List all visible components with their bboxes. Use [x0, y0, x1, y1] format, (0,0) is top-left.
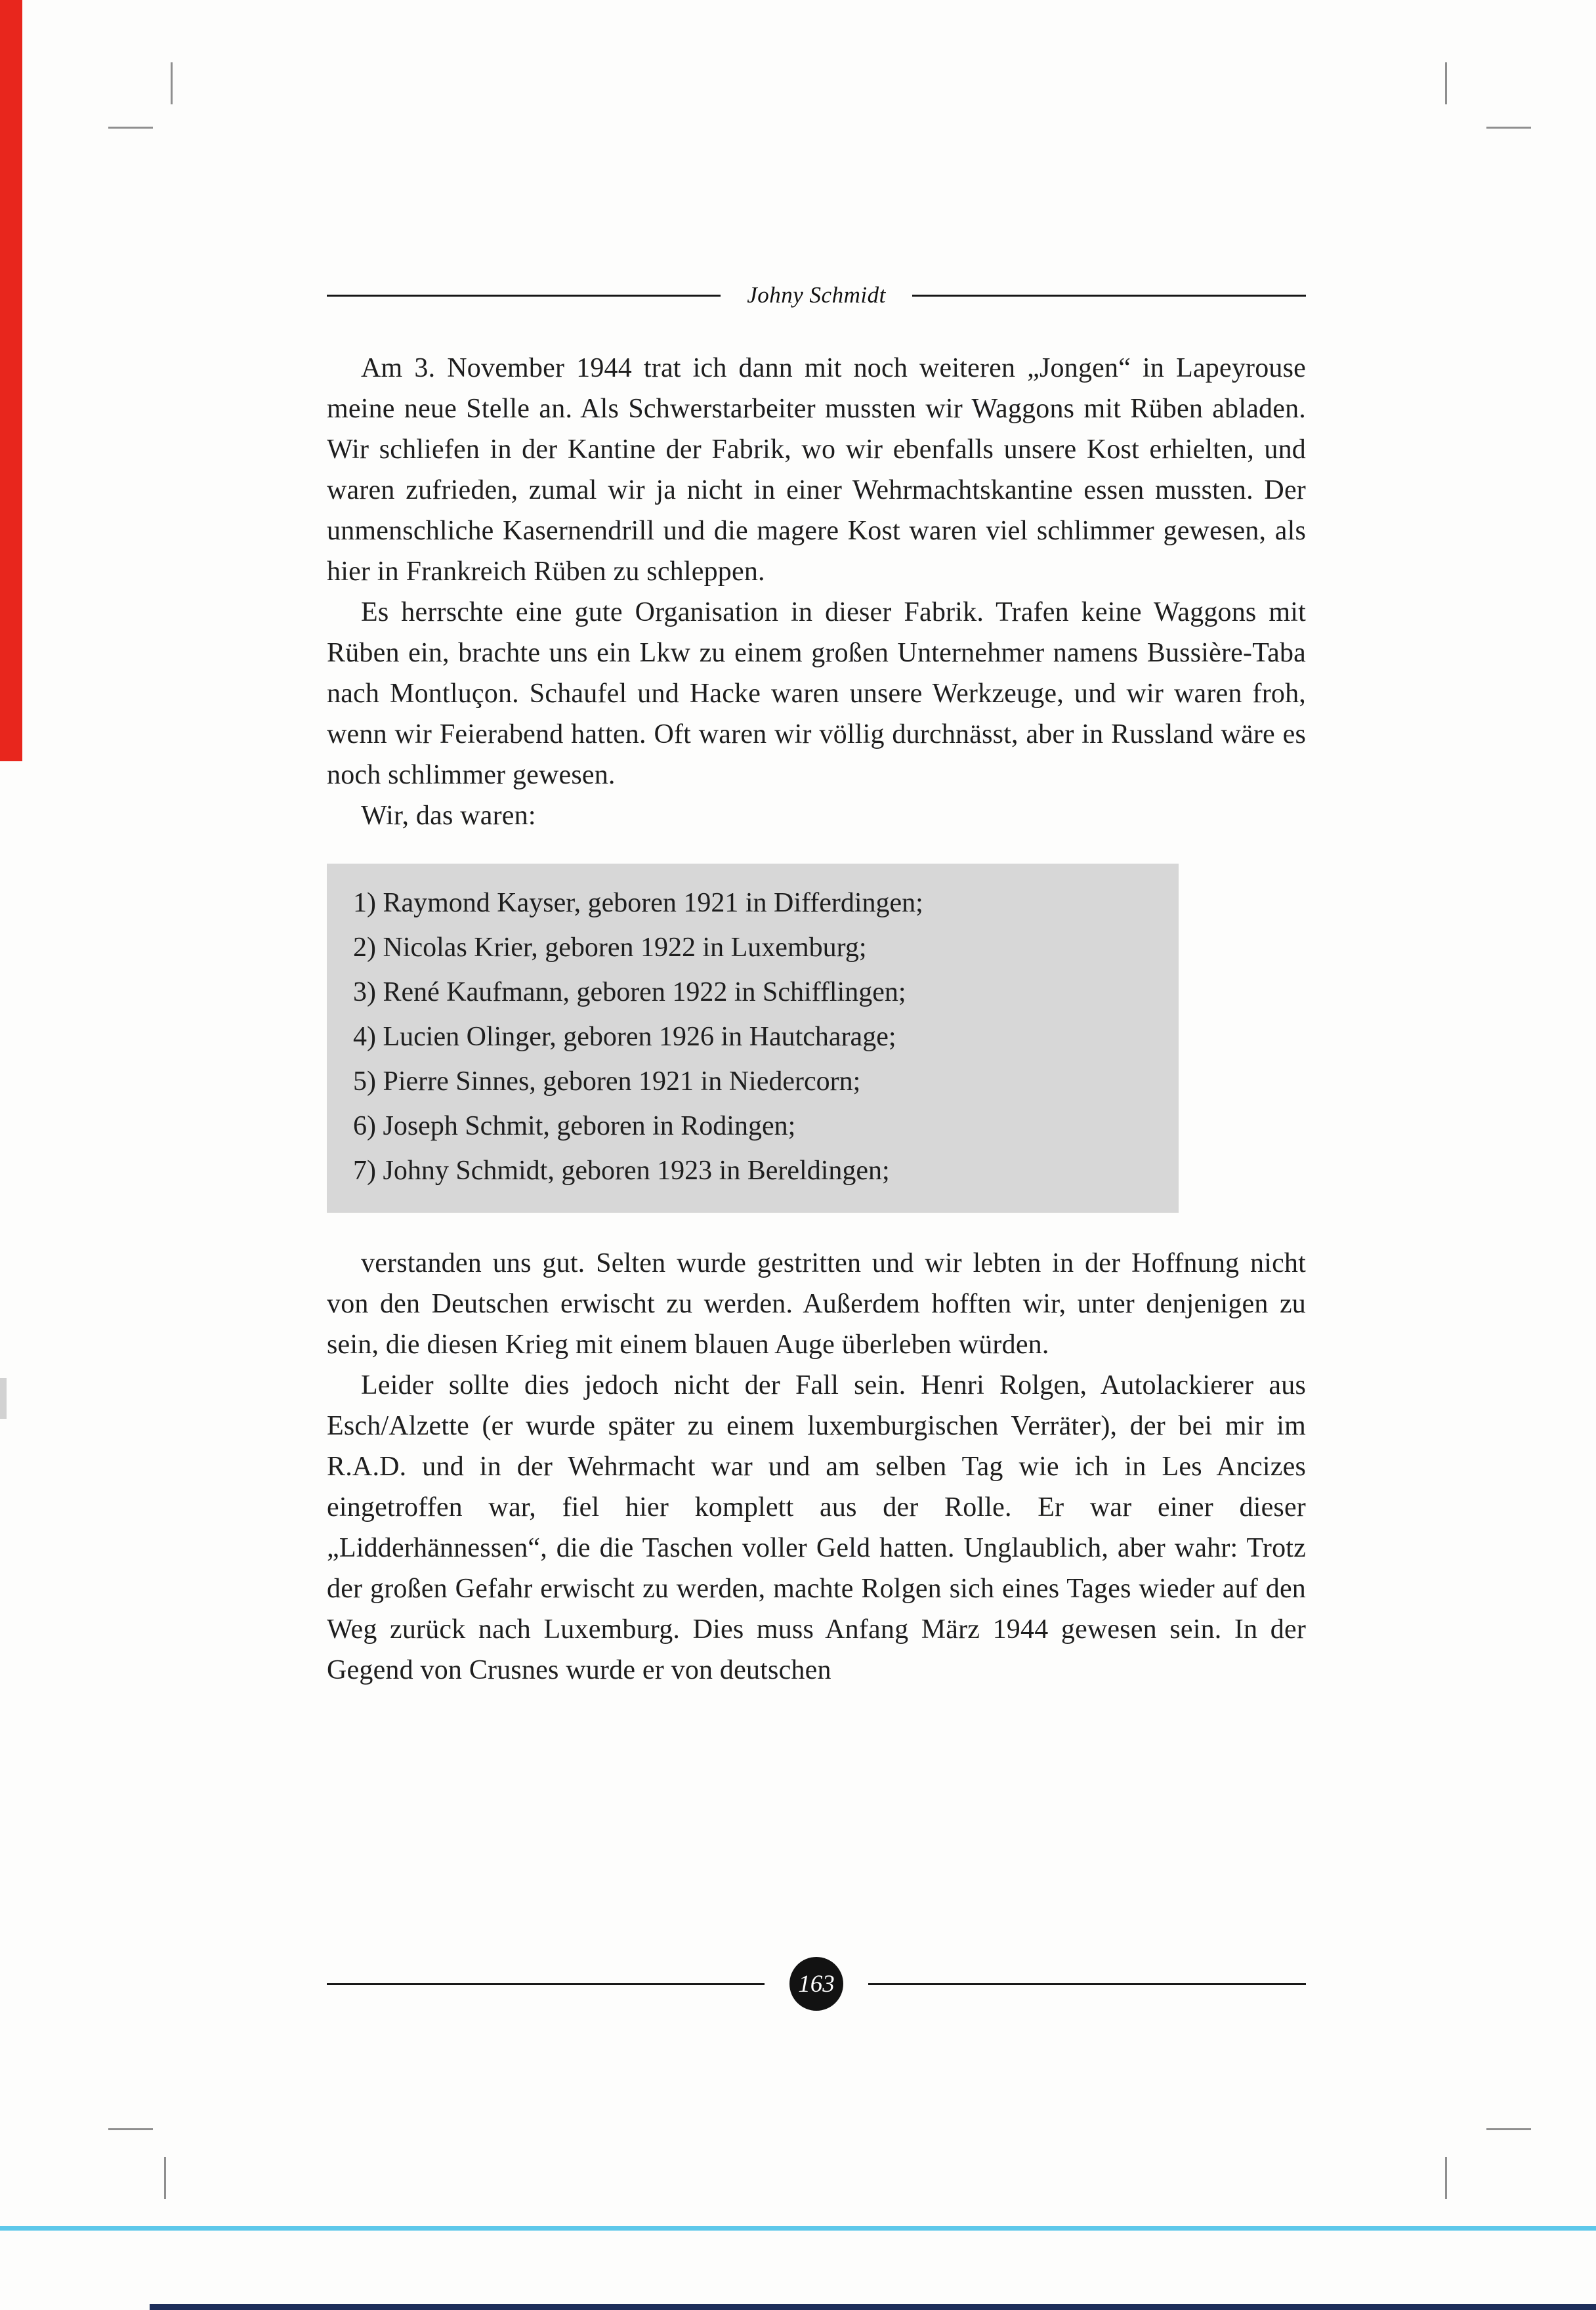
crop-mark-top-left-horizontal: [108, 127, 153, 129]
text-column: [327, 282, 1306, 1690]
page-number-badge: [789, 1957, 843, 2011]
page-footer: [327, 1957, 1306, 2011]
running-header-title: Johny Schmidt: [747, 282, 886, 308]
list-item: 7) Johny Schmidt, geboren 1923 in Bereldingen;: [353, 1156, 890, 1186]
paragraph-4: verstanden uns gut. Selten wurde gestritten und wir lebten in der Hoffnung nicht von den Deutschen erwischt zu werden. Außerdem hofften wir, unter denjenigen zu sein, die diesen Krieg mit einem blauen Auge überleben würden.: [327, 1248, 1306, 1360]
list-item: 2) Nicolas Krier, geboren 1922 in Luxemburg;: [353, 933, 867, 963]
footer-rule-right: [868, 1983, 1306, 1985]
crop-mark-top-right-horizontal: [1486, 127, 1531, 129]
crop-mark-top-left-vertical: [171, 62, 173, 104]
red-edge-stripe: [0, 0, 22, 761]
header-rule-left: [327, 295, 721, 297]
crop-mark-top-right-vertical: [1445, 62, 1447, 104]
footer-rule-left: [327, 1983, 765, 1985]
paragraph-1: Am 3. November 1944 trat ich dann mit noch weiteren „Jongen“ in Lapeyrouse meine neue Stelle an. Als Schwerstarbeiter mussten wir Waggons mit Rüben abladen. Wir schliefen in der Kantine der Fabrik, wo wir ebenfalls unsere Kost erhielten, und waren zufrieden, zumal wir ja nicht in einer Wehrmachtskantine essen mussten. Der unmenschliche Kasernendrill und die magere Kost waren viel schlimmer gewesen, als hier in Frankreich Rüben zu schleppen.: [327, 353, 1306, 587]
names-list-box: [327, 864, 1179, 1213]
navy-bottom-rule: [150, 2304, 1596, 2310]
page-number: 163: [798, 1970, 835, 1998]
paragraph-5: Leider sollte dies jedoch nicht der Fall sein. Henri Rolgen, Autolackierer aus Esch/Alzette (er wurde später zu einem luxemburgischen Verräter), der bei mir im R.A.D. und in der Wehrmacht war und am selben Tag wie ich in Les Ancizes eingetroffen war, fiel hier komplett aus der Rolle. Er war einer dieser „Lidderhännessen“, die die Taschen voller Geld hatten. Unglaublich, aber wahr: Trotz der großen Gefahr erwischt zu werden, machte Rolgen sich eines Tages wieder auf den Weg zurück nach Luxemburg. Dies muss Anfang März 1944 gewesen sein. In der Gegend von Crusnes wurde er von deutschen: [327, 1370, 1306, 1685]
crop-mark-bottom-right-horizontal: [1486, 2128, 1531, 2130]
crop-mark-bottom-right-vertical: [1445, 2157, 1447, 2199]
paragraph-2: Es herrschte eine gute Organisation in dieser Fabrik. Trafen keine Waggons mit Rüben ein, brachte uns ein Lkw zu einem großen Unternehmer namens Bussière-Taba nach Montluçon. Schaufel und Hacke waren unsere Werkzeuge, und wir waren froh, wenn wir Feierabend hatten. Oft waren wir völlig durchnässt, aber in Russland wäre es noch schlimmer gewesen.: [327, 597, 1306, 790]
header-rule-right: [912, 295, 1306, 297]
scan-smudge: [0, 1378, 7, 1419]
cyan-bottom-rule: [0, 2226, 1596, 2231]
list-item: 1) Raymond Kayser, geboren 1921 in Differdingen;: [353, 888, 923, 918]
list-item: 6) Joseph Schmit, geboren in Rodingen;: [353, 1111, 796, 1141]
crop-mark-bottom-left-horizontal: [108, 2128, 153, 2130]
paragraph-3-intro: Wir, das waren:: [361, 801, 536, 831]
running-header: [327, 282, 1306, 308]
list-item: 3) René Kaufmann, geboren 1922 in Schifflingen;: [353, 977, 906, 1007]
crop-mark-bottom-left-vertical: [164, 2157, 166, 2199]
list-item: 5) Pierre Sinnes, geboren 1921 in Niedercorn;: [353, 1066, 861, 1097]
list-item: 4) Lucien Olinger, geboren 1926 in Hautcharage;: [353, 1022, 896, 1052]
